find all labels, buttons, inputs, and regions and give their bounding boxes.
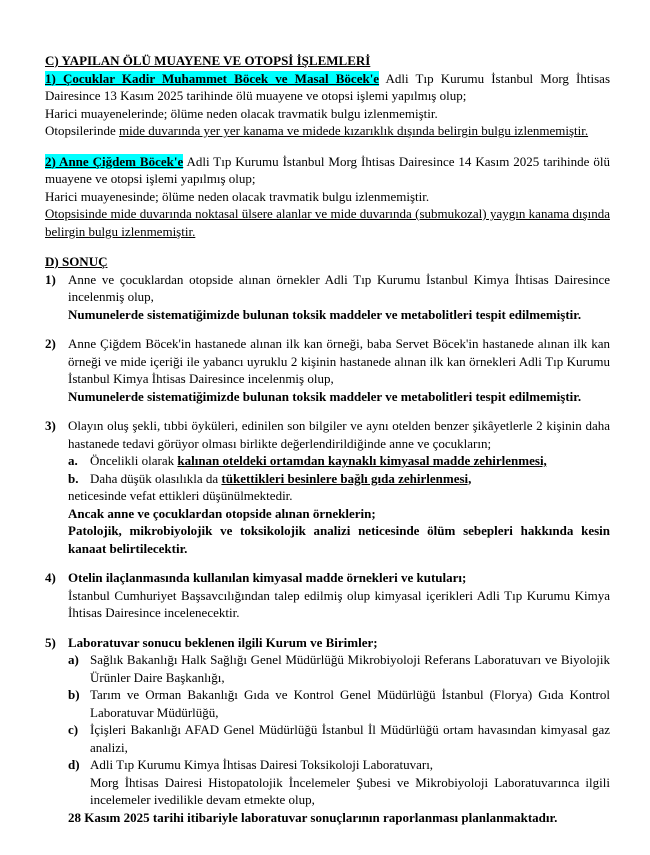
section-c-heading: [45, 52, 610, 70]
result-item-5-sub-d-continuation: Morg İhtisas Dairesi Histopatolojik İncelemeler Şubesi ve Mikrobiyoloji Laboratuvarınca ilgili incelemeler ivedilikle devam etmekte olup,: [90, 774, 610, 807]
result-item-3-sub-a: [68, 452, 610, 470]
result-item-5-closing-bold: 28 Kasım 2025 tarihi itibariyle laboratuvar sonuçlarının raporlanması planlanmaktadır.: [68, 809, 558, 825]
result-item-4-bold-heading: Otelin ilaçlanmasında kullanılan kimyasal madde örnekleri ve kutuları;: [68, 570, 467, 585]
case-1-highlighted-subjects: 1) Çocuklar Kadir Muhammet Böcek ve Masal Böcek'e: [45, 70, 380, 86]
case-2-autopsy-findings: [45, 205, 610, 240]
result-item-5-sub-b-text: Tarım ve Orman Bakanlığı Gıda ve Kontrol Genel Müdürlüğü İstanbul (Florya) Gıda Kontrol Laboratuvar Müdürlüğü,: [90, 687, 610, 720]
section-d: [45, 253, 610, 826]
result-item-3-sub-a-prefix: Öncelikli olarak: [90, 453, 178, 468]
result-item-5-sub-d-text: Adli Tıp Kurumu Kimya İhtisas Dairesi Toksikoloji Laboratuvarı,: [90, 757, 434, 772]
result-item-3-sub-b-prefix: Daha düşük olasılıkla da: [90, 470, 222, 486]
section-c: [45, 52, 610, 240]
result-item-1: [45, 271, 610, 324]
result-item-2-bold-result: Numunelerde sistematiğimizde bulunan toksik maddeler ve metabolitleri tespit edilmemiştir.: [68, 388, 582, 404]
result-item-4-number: 4): [45, 570, 56, 585]
case-2-mother: [45, 153, 610, 241]
result-item-5-sub-b: [68, 686, 610, 721]
result-item-5-sub-a-text: Sağlık Bakanlığı Halk Sağlığı Genel Müdürlüğü Mikrobiyoloji Referans Laboratuvarı ve Biyolojik Ürünler Daire Başkanlığı,: [90, 652, 610, 685]
case-2-autopsy-underlined: Otopsisinde mide duvarında noktasal ülsere alanlar ve mide duvarında (submukozal) yaygın kanama dışında belirgin bulgu izlenmemiştir.: [45, 206, 610, 239]
result-item-5-bold-heading: Laboratuvar sonucu beklenen ilgili Kurum ve Birimler;: [68, 634, 378, 650]
result-item-5-sub-c-label: c): [68, 722, 79, 737]
result-item-5-sub-b-label: b): [68, 687, 80, 702]
result-item-3-sub-a-label: a.: [68, 453, 78, 468]
result-item-1-number: 1): [45, 271, 56, 287]
result-item-5-number: 5): [45, 634, 56, 650]
result-item-5-sub-d: [68, 756, 610, 809]
result-item-2-text: Anne Çiğdem Böcek'in hastanede alınan ilk kan örneği, baba Servet Böcek'in hastanede alınan ilk kan örneği ve mide içeriği ile yabancı uyruklu 2 kişinin hastanede alınan ilk kan örnekleri Adli Tıp Kurumu İstanbul Kimya İhtisas Dairesince incelenmiş olup,: [68, 336, 610, 386]
case-2-highlighted-subject: 2) Anne Çiğdem Böcek'e: [45, 153, 184, 169]
result-item-5-sub-a: [68, 651, 610, 686]
result-item-1-text: Anne ve çocuklardan otopside alınan örnekler Adli Tıp Kurumu İstanbul Kimya İhtisas Dairesince incelenmiş olup,: [68, 271, 610, 304]
case-1-autopsy-findings: [45, 122, 610, 140]
result-item-5: [45, 634, 610, 827]
section-d-heading-text: D) SONUÇ: [45, 254, 108, 269]
result-item-2-number: 2): [45, 336, 56, 351]
section-c-heading-text: C) YAPILAN ÖLÜ MUAYENE VE OTOPSİ İŞLEMLERİ: [45, 53, 371, 68]
result-item-3-sub-b-label: b.: [68, 470, 79, 486]
result-item-2: [45, 335, 610, 405]
case-1-autopsy-prefix: Otopsilerinde: [45, 123, 120, 138]
case-1-intro-rest: Adli Tıp Kurumu İstanbul Morg İhtisas Dairesince 13 Kasım 2025 tarihinde ölü muayene ve otopsi işlemi yapılmış olup;: [45, 70, 610, 103]
result-item-3-bold-line-2: Patolojik, mikrobiyolojik ve toksikolojik analizi neticesinde ölüm sebepleri hakkında kesin kanaat belirtilecektir.: [68, 523, 610, 556]
result-item-1-bold-result: Numunelerde sistematiğimizde bulunan toksik maddeler ve metabolitleri tespit edilmemiştir.: [68, 306, 582, 322]
result-item-3-bold-line-1: Ancak anne ve çocuklardan otopside alınan örneklerin;: [68, 505, 376, 521]
result-item-3-sub-a-emphasis: kalınan oteldeki ortamdan kaynaklı kimyasal madde zehirlenmesi,: [177, 453, 547, 468]
result-item-5-sub-c-text: İçişleri Bakanlığı AFAD Genel Müdürlüğü İstanbul İl Müdürlüğü ortam havasından kimyasal gaz analizi,: [90, 722, 610, 755]
case-1-external-exam: Harici muayenelerinde; ölüme neden olacak travmatik bulgu izlenmemiştir.: [45, 105, 438, 121]
result-item-4: [45, 569, 610, 622]
result-item-3-sub-b: [68, 470, 610, 488]
case-1-children: [45, 70, 610, 140]
result-item-3-sub-b-emphasis: tükettikleri besinlere bağlı gıda zehirlenmesi,: [221, 470, 472, 486]
result-item-3-number: 3): [45, 418, 56, 433]
section-d-heading: [45, 253, 610, 271]
result-item-4-text: İstanbul Cumhuriyet Başsavcılığından talep edilmiş olup kimyasal içerikleri Adli Tıp Kurumu Kimya İhtisas Dairesince incelenecektir.: [68, 587, 610, 620]
case-2-external-exam: Harici muayenesinde; ölüme neden olacak travmatik bulgu izlenmemiştir.: [45, 188, 430, 204]
case-2-intro-rest: Adli Tıp Kurumu İstanbul Morg İhtisas Dairesince 14 Kasım 2025 tarihinde ölü muayene ve otopsi işlemi yapılmış olup;: [45, 153, 610, 186]
result-item-5-sub-c: [68, 721, 610, 756]
case-2-intro-paragraph: [45, 153, 610, 188]
case-1-intro-paragraph: [45, 70, 610, 105]
result-item-5-sub-a-label: a): [68, 652, 79, 667]
result-item-3-conclusion: neticesinde vefat ettikleri düşünülmektedir.: [68, 488, 293, 503]
result-item-3-intro: Olayın oluş şekli, tıbbi öyküleri, edinilen son bilgiler ve aynı otelden benzer şikâyetlerle 2 kişinin daha hastanede tedavi görüyor olması birlikte değerlendirildiğinde anne ve çocukların;: [68, 418, 610, 451]
result-item-5-sub-d-label: d): [68, 757, 80, 772]
result-item-3: [45, 417, 610, 557]
case-1-autopsy-underlined: mide duvarında yer yer kanama ve midede kızarıklık dışında belirgin bulgu izlenmemiştir.: [119, 123, 589, 138]
